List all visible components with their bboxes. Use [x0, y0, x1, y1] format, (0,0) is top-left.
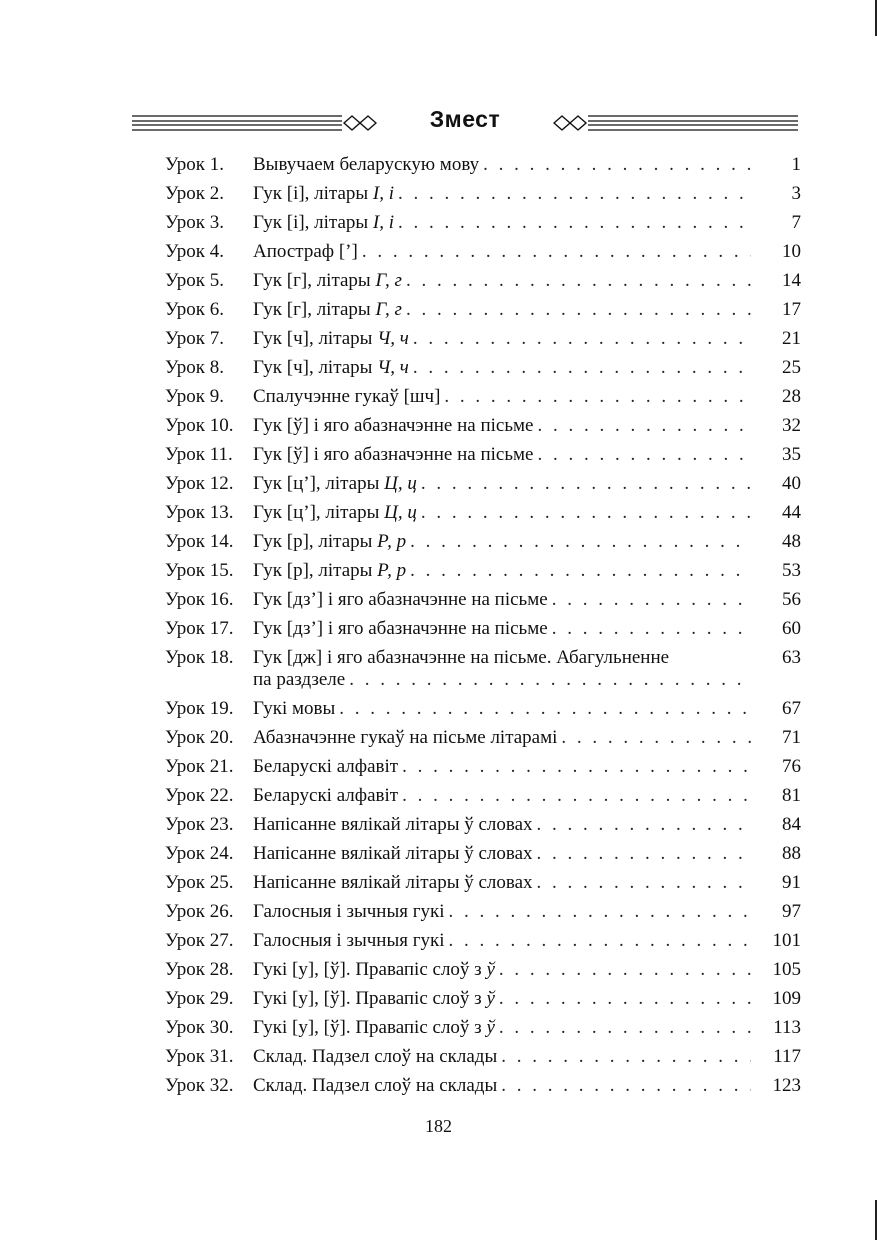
lesson-body [253, 324, 757, 353]
lesson-body [253, 614, 757, 643]
toc-entry [165, 353, 801, 382]
toc-entry [165, 295, 801, 324]
lesson-title [253, 353, 409, 382]
toc-entry [165, 926, 801, 955]
lesson-title [253, 897, 445, 926]
lesson-title-text: Беларускі алфавіт [253, 756, 399, 777]
lesson-body [253, 955, 757, 984]
lesson-number: Урок 28. [165, 959, 234, 980]
dot-leader [362, 237, 751, 266]
toc-page-number: 101 [772, 930, 801, 951]
lesson-title [253, 498, 417, 527]
letter-italic: Р, р [377, 531, 407, 552]
toc-entry [165, 150, 801, 179]
lesson-number: Урок 7. [165, 328, 225, 349]
lesson-body [253, 556, 757, 585]
dot-leader [398, 179, 751, 208]
lesson-number: Урок 31. [165, 1046, 234, 1067]
lesson-body [253, 1071, 757, 1100]
dot-leader [537, 810, 751, 839]
lesson-title [253, 411, 533, 440]
page-number: 182 [425, 1116, 452, 1136]
dot-leader [501, 1042, 751, 1071]
lesson-title [253, 382, 440, 411]
toc-page-number: 71 [782, 727, 801, 748]
letter-italic: Ц, ц [384, 473, 417, 494]
toc-entry [165, 527, 801, 556]
lesson-title-text: Галосныя і зычныя гукі [253, 930, 445, 951]
lesson-number: Урок 25. [165, 872, 234, 893]
lesson-title-text: Спалучэнне гукаў [шч] [253, 386, 441, 407]
page-title: Змест [429, 106, 501, 132]
lesson-body [253, 498, 757, 527]
lesson-body [253, 440, 757, 469]
lesson-title-text: Гук [р], літары [253, 531, 378, 552]
toc-entry [165, 839, 801, 868]
letter-italic: І, і [372, 212, 395, 233]
lesson-title [253, 440, 533, 469]
dot-leader [410, 556, 751, 585]
dot-leader [561, 723, 751, 752]
lesson-title [253, 295, 402, 324]
lesson-title-text: Гук [ч], літары [253, 328, 378, 349]
dot-leader [402, 752, 751, 781]
lesson-title-text: Гукі мовы [253, 698, 336, 719]
toc-page-number: 60 [782, 618, 801, 639]
toc-page-number: 25 [782, 357, 801, 378]
toc-page-number: 35 [782, 444, 801, 465]
toc-entry [165, 237, 801, 266]
lesson-number: Урок 9. [165, 386, 225, 407]
toc-page-number: 21 [782, 328, 801, 349]
lesson-number: Урок 18. [165, 647, 234, 668]
toc-page-number: 97 [782, 901, 801, 922]
lesson-body [253, 411, 757, 440]
lesson-number: Урок 21. [165, 756, 234, 777]
toc-page-number: 81 [782, 785, 801, 806]
dot-leader [349, 669, 751, 691]
lesson-title [253, 585, 548, 614]
lesson-number: Урок 16. [165, 589, 234, 610]
lesson-title-text: Гук [ц’], літары [253, 502, 385, 523]
lesson-title [253, 868, 533, 897]
lesson-title-line: Гук [дж] і яго абазначэнне на пісьме. Абагульненне [253, 647, 670, 668]
dot-leader [537, 868, 751, 897]
toc-entry [165, 411, 801, 440]
lesson-body [253, 237, 757, 266]
lesson-title [253, 752, 398, 781]
lesson-title-text: Гук [ц’], літары [253, 473, 385, 494]
toc-page-number: 1 [791, 154, 801, 175]
dot-leader [402, 781, 751, 810]
dot-leader [449, 897, 751, 926]
letter-italic: Р, р [377, 560, 407, 581]
toc-page-number: 53 [782, 560, 801, 581]
lesson-title-text: Гукі [у], [ў]. Правапіс слоў з [253, 1017, 487, 1038]
letter-italic: ў [486, 959, 495, 980]
lesson-title [253, 556, 406, 585]
lesson-body [253, 647, 757, 691]
letter-italic: Ц, ц [384, 502, 417, 523]
lesson-number: Урок 22. [165, 785, 234, 806]
lesson-title-text: Склад. Падзел слоў на склады [253, 1075, 498, 1096]
lesson-title [253, 324, 409, 353]
dot-leader [499, 955, 751, 984]
lesson-title-continuation [253, 669, 757, 691]
toc-page-number: 88 [782, 843, 801, 864]
letter-italic: Ч, ч [377, 357, 409, 378]
lesson-title-text: Гук [і], літары [253, 212, 373, 233]
toc-entry [165, 984, 801, 1013]
letter-italic: ў [486, 1017, 495, 1038]
dot-leader [398, 208, 751, 237]
lesson-title-text: Склад. Падзел слоў на склады [253, 1046, 498, 1067]
toc-header [132, 104, 798, 140]
lesson-title-text: Гук [ч], літары [253, 357, 378, 378]
lesson-number: Урок 17. [165, 618, 234, 639]
letter-italic: ў [486, 988, 495, 1009]
toc-page-number: 17 [782, 299, 801, 320]
lesson-body [253, 723, 757, 752]
lesson-title-text: Гук [дз’] і яго абазначэнне на пісьме [253, 618, 548, 639]
lesson-body [253, 179, 757, 208]
toc-page-number: 3 [791, 183, 801, 204]
lesson-title [253, 527, 406, 556]
lesson-title [253, 723, 557, 752]
dot-leader [413, 324, 751, 353]
toc-entry [165, 868, 801, 897]
lesson-title [253, 955, 495, 984]
lesson-number: Урок 13. [165, 502, 234, 523]
lesson-title-text: Гукі [у], [ў]. Правапіс слоў з [253, 959, 487, 980]
lesson-body [253, 266, 757, 295]
lesson-number: Урок 10. [165, 415, 234, 436]
lesson-number: Урок 1. [165, 154, 225, 175]
dot-leader [483, 150, 751, 179]
dot-leader [537, 839, 751, 868]
lesson-title-text: Гук [г], літары [253, 270, 376, 291]
lesson-body [253, 810, 757, 839]
lesson-title [253, 266, 402, 295]
lesson-body [253, 1013, 757, 1042]
lesson-body [253, 469, 757, 498]
lesson-body [253, 694, 757, 723]
dot-leader [410, 527, 751, 556]
lesson-title [253, 669, 345, 691]
toc-entry [165, 694, 801, 723]
toc-entry [165, 498, 801, 527]
lesson-number: Урок 27. [165, 930, 234, 951]
dot-leader [444, 382, 751, 411]
lesson-title [253, 1013, 495, 1042]
toc-page-number: 123 [772, 1075, 801, 1096]
lesson-body [253, 752, 757, 781]
toc-page-number: 44 [782, 502, 801, 523]
lesson-title-text: Гук [р], літары [253, 560, 378, 581]
lesson-body [253, 1042, 757, 1071]
toc-page-number: 48 [782, 531, 801, 552]
toc-entry [165, 585, 801, 614]
lesson-title [253, 469, 417, 498]
lesson-title-text: Беларускі алфавіт [253, 785, 399, 806]
lesson-number: Урок 32. [165, 1075, 234, 1096]
lesson-number: Урок 24. [165, 843, 234, 864]
lesson-title [253, 179, 394, 208]
toc-page-number: 67 [782, 698, 801, 719]
toc-page-number: 40 [782, 473, 801, 494]
toc-page-number: 10 [782, 241, 801, 262]
lesson-title [253, 839, 533, 868]
toc-entry [165, 556, 801, 585]
dot-leader [413, 353, 751, 382]
lesson-body [253, 150, 757, 179]
toc-page-number: 56 [782, 589, 801, 610]
lesson-number: Урок 29. [165, 988, 234, 1009]
toc-entry [165, 643, 801, 694]
lesson-title-text: Гукі [у], [ў]. Правапіс слоў з [253, 988, 487, 1009]
lesson-title-text: Напісанне вялікай літары ў словах [253, 843, 533, 864]
lesson-title-text: Напісанне вялікай літары ў словах [253, 814, 533, 835]
lesson-body [253, 897, 757, 926]
dot-leader [339, 694, 751, 723]
lesson-number: Урок 6. [165, 299, 225, 320]
toc-entry [165, 179, 801, 208]
lesson-title-text: Гук [і], літары [253, 183, 373, 204]
toc-entry [165, 955, 801, 984]
lesson-body [253, 527, 757, 556]
toc-entry [165, 1071, 801, 1100]
letter-italic: Ч, ч [377, 328, 409, 349]
toc-entry [165, 469, 801, 498]
dot-leader [552, 585, 751, 614]
lesson-body [253, 926, 757, 955]
lesson-title [253, 984, 495, 1013]
lesson-title-text: Апостраф [’] [253, 241, 358, 262]
lesson-title-text: Абазначэнне гукаў на пісьме літарамі [253, 727, 558, 748]
letter-italic: І, і [372, 183, 395, 204]
dot-leader [449, 926, 751, 955]
toc-page-number: 105 [772, 959, 801, 980]
toc-page-number: 113 [773, 1017, 801, 1038]
lesson-title-text: Гук [ў] і яго абазначэнне на пісьме [253, 444, 534, 465]
toc-page-number: 109 [772, 988, 801, 1009]
lesson-title [253, 237, 358, 266]
toc-page-number: 63 [782, 647, 801, 668]
lesson-title [253, 810, 533, 839]
table-of-contents [165, 150, 801, 1100]
toc-page-number: 91 [782, 872, 801, 893]
toc-page-number: 32 [782, 415, 801, 436]
lesson-title-text: Гук [ў] і яго абазначэнне на пісьме [253, 415, 534, 436]
lesson-number: Урок 23. [165, 814, 234, 835]
lesson-body [253, 984, 757, 1013]
toc-page-number: 14 [782, 270, 801, 291]
lesson-title [253, 781, 398, 810]
letter-italic: Г, г [375, 270, 402, 291]
dot-leader [552, 614, 751, 643]
lesson-title-text: Гук [дз’] і яго абазначэнне на пісьме [253, 589, 548, 610]
toc-entry [165, 810, 801, 839]
lesson-body [253, 295, 757, 324]
lesson-number: Урок 5. [165, 270, 225, 291]
lesson-title-text: па раздзеле [253, 669, 346, 690]
toc-entry [165, 614, 801, 643]
lesson-number: Урок 20. [165, 727, 234, 748]
toc-entry [165, 723, 801, 752]
dot-leader [406, 295, 751, 324]
lesson-title [253, 926, 445, 955]
toc-entry [165, 1042, 801, 1071]
lesson-title-text: Вывучаем беларускую мову [253, 154, 480, 175]
lesson-number: Урок 3. [165, 212, 225, 233]
dot-leader [499, 1013, 751, 1042]
toc-entry [165, 324, 801, 353]
dot-leader [421, 498, 751, 527]
toc-page-number: 7 [791, 212, 801, 233]
toc-page-number: 28 [782, 386, 801, 407]
lesson-body [253, 781, 757, 810]
dot-leader [421, 469, 751, 498]
toc-page-number: 84 [782, 814, 801, 835]
lesson-title [253, 1042, 497, 1071]
lesson-body [253, 585, 757, 614]
toc-entry [165, 752, 801, 781]
lesson-title [253, 694, 335, 723]
dot-leader [537, 411, 751, 440]
dot-leader [499, 984, 751, 1013]
toc-entry [165, 1013, 801, 1042]
toc-page-number: 117 [773, 1046, 801, 1067]
toc-entry [165, 266, 801, 295]
lesson-body [253, 839, 757, 868]
lesson-body [253, 208, 757, 237]
lesson-title-text: Гук [г], літары [253, 299, 376, 320]
toc-entry [165, 781, 801, 810]
lesson-number: Урок 12. [165, 473, 234, 494]
lesson-title [253, 208, 394, 237]
lesson-number: Урок 26. [165, 901, 234, 922]
lesson-title [253, 1071, 497, 1100]
toc-entry [165, 897, 801, 926]
dot-leader [501, 1071, 751, 1100]
toc-entry [165, 382, 801, 411]
lesson-number: Урок 30. [165, 1017, 234, 1038]
dot-leader [406, 266, 751, 295]
toc-page-number: 76 [782, 756, 801, 777]
dot-leader [537, 440, 751, 469]
lesson-title-text: Напісанне вялікай літары ў словах [253, 872, 533, 893]
lesson-number: Урок 19. [165, 698, 234, 719]
lesson-number: Урок 15. [165, 560, 234, 581]
letter-italic: Г, г [375, 299, 402, 320]
lesson-body [253, 353, 757, 382]
lesson-number: Урок 2. [165, 183, 225, 204]
lesson-body [253, 382, 757, 411]
lesson-title-text: Галосныя і зычныя гукі [253, 901, 445, 922]
lesson-title [253, 614, 548, 643]
toc-entry [165, 440, 801, 469]
lesson-number: Урок 14. [165, 531, 234, 552]
lesson-body [253, 868, 757, 897]
lesson-number: Урок 8. [165, 357, 225, 378]
lesson-title [253, 150, 479, 179]
lesson-number: Урок 11. [165, 444, 233, 465]
lesson-number: Урок 4. [165, 241, 225, 262]
right-ornament-icon [553, 113, 798, 133]
toc-entry [165, 208, 801, 237]
